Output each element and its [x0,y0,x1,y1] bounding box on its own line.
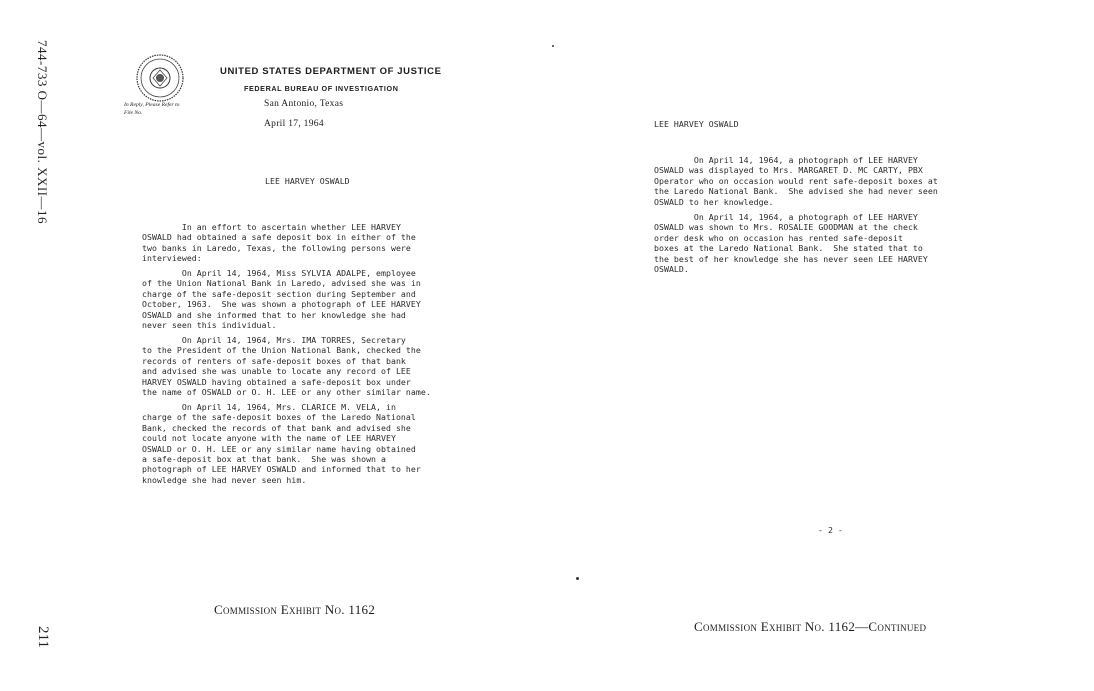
reply-reference [124,102,179,117]
page2-exhibit-caption: Commission Exhibit No. 1162—Continued [694,619,927,634]
bureau-heading: FEDERAL BUREAU OF INVESTIGATION [244,84,399,93]
page-number: 211 [35,626,51,648]
scan-speck [552,45,554,47]
reply-line-1: In Reply, Please Refer to [124,102,180,108]
letter-date: April 17, 1964 [264,119,324,129]
page1-subject: LEE HARVEY OSWALD [265,176,350,186]
page1-paragraph-2: On April 14, 1964, Miss SYLVIA ADALPE, employee of the Union National Bank in Laredo, advised she was in charge of the safe-deposit section during September and October, 1963. She was shown a photograph of LEE HARVEY OSWALD and she informed that to her knowledge she had never seen this individual. [142,268,421,331]
scan-speck [576,577,579,580]
page2-subject: LEE HARVEY OSWALD [654,119,739,129]
page1-paragraph-1: In an effort to ascertain whether LEE HARVEY OSWALD had obtained a safe deposit box in either of the two banks in Laredo, Texas, the following persons were interviewed: [142,222,416,264]
page2-page-marker: - 2 - [818,525,843,535]
department-heading: UNITED STATES DEPARTMENT OF JUSTICE [220,66,442,77]
volume-reference: 744-733 O—64—vol. XXII—16 [35,40,50,225]
reply-line-2: File No. [124,109,143,116]
page2-paragraph-1: On April 14, 1964, a photograph of LEE HARVEY OSWALD was displayed to Mrs. MARGARET D. MC CARTY, PBX Operator who on occasion would rent safe-deposit boxes at the Laredo National Bank. She advised she had never seen OSWALD to her knowledge. [654,155,938,207]
page1-exhibit-caption: Commission Exhibit No. 1162 [214,602,376,617]
page2-paragraph-2: On April 14, 1964, a photograph of LEE HARVEY OSWALD was shown to Mrs. ROSALIE GOODMAN at the check order desk who on occasion has rented safe-deposit boxes at the Laredo National Bank. She stated that to the best of her knowledge she has never seen LEE HARVEY OSWALD. [654,212,928,275]
letter-city: San Antonio, Texas [264,99,344,109]
page1-paragraph-3: On April 14, 1964, Mrs. IMA TORRES, Secretary to the President of the Union National Bank, checked the records of renters of safe-deposit boxes of that bank and advised she was unable to locate any record of LEE HARVEY OSWALD having obtained a safe-deposit box under the name of OSWALD or O. H. LEE or any other similar name. [142,335,431,398]
fbi-seal-icon [135,53,185,103]
page1-paragraph-4: On April 14, 1964, Mrs. CLARICE M. VELA, in charge of the safe-deposit boxes of the Laredo National Bank, checked the records of that bank and advised she could not locate anyone with the name of LEE HARVEY OSWALD or O. H. LEE or any similar name having obtained a safe-deposit box at that bank. She was shown a photograph of LEE HARVEY OSWALD and informed that to her knowledge she had never seen him. [142,402,421,485]
